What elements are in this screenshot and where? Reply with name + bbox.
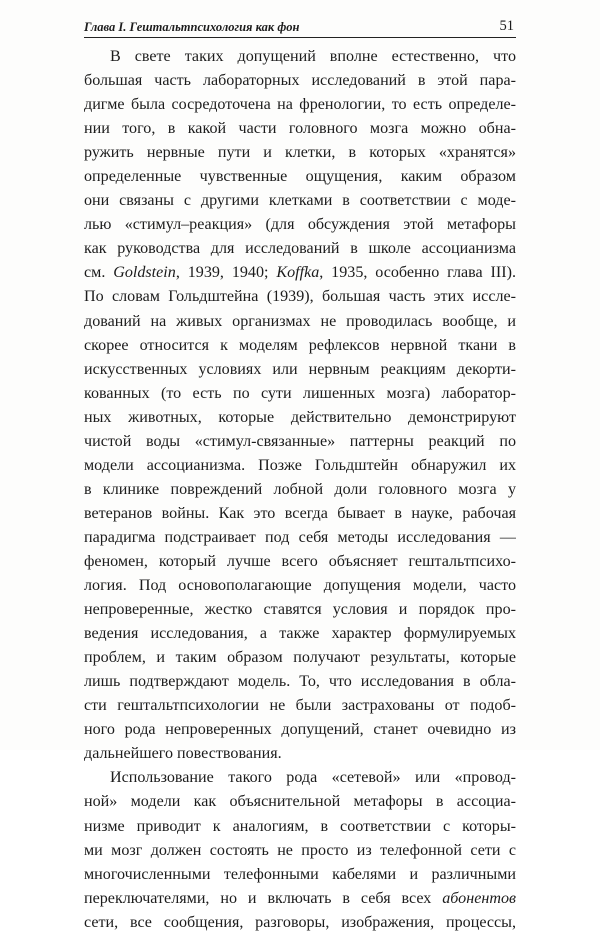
text-line bbox=[84, 310, 516, 334]
text-line bbox=[84, 45, 516, 69]
text-line bbox=[84, 911, 516, 935]
text-line bbox=[84, 141, 516, 165]
text-segment: большая часть лабораторных исследований в этой пара- bbox=[84, 72, 516, 90]
text-segment: ветеранов войны. Как это всегда бывает в науке, рабочая bbox=[84, 504, 516, 522]
text-line bbox=[84, 550, 516, 574]
text-line bbox=[84, 694, 516, 718]
text-segment: феномен, который лучше всего объясняет гештальтпсихо- bbox=[84, 552, 516, 570]
text-line bbox=[84, 766, 516, 790]
text-line bbox=[84, 165, 516, 189]
text-segment: В свете таких допущений вполне естественно, что bbox=[110, 48, 516, 65]
body-text bbox=[84, 45, 516, 935]
text-segment: дальнейшего повествования. bbox=[84, 745, 282, 763]
text-segment: проблем, и таким образом получают результаты, которые bbox=[84, 649, 516, 667]
text-line bbox=[84, 358, 516, 382]
text-line bbox=[84, 382, 516, 406]
text-segment: , 1935, особенно глава III). bbox=[319, 264, 516, 282]
text-segment: многочисленными телефонными кабелями и различными bbox=[84, 865, 516, 883]
text-line bbox=[84, 887, 516, 911]
text-line bbox=[84, 574, 516, 598]
text-line bbox=[84, 117, 516, 141]
text-segment: По словам Гольдштейна (1939), большая часть этих иссле- bbox=[84, 288, 516, 306]
text-line bbox=[84, 478, 516, 502]
text-line bbox=[84, 622, 516, 646]
text-line bbox=[84, 261, 516, 285]
text-line bbox=[84, 839, 516, 863]
text-segment: в клинике повреждений лобной доли головного мозга у bbox=[84, 480, 516, 498]
text-line bbox=[84, 454, 516, 478]
text-segment: скорее относится к моделям рефлексов нервной ткани в bbox=[84, 336, 516, 354]
text-segment: ных животных, которые действительно демонстрируют bbox=[84, 408, 516, 426]
text-line bbox=[84, 526, 516, 550]
text-segment: модели ассоцианизма. Позже Гольдштейн обнаружил их bbox=[84, 456, 516, 474]
text-segment: определенные чувственные ощущения, каким образом bbox=[84, 168, 516, 186]
text-line bbox=[84, 718, 516, 742]
text-segment: непроверенные, жестко ставятся условия и порядок про- bbox=[84, 601, 516, 619]
text-segment: лишь подтверждают модель. То, что исследования в обла- bbox=[84, 673, 516, 691]
text-line bbox=[84, 670, 516, 694]
text-segment: лью «стимул–реакция» (для обсуждения этой метафоры bbox=[84, 216, 516, 234]
text-segment: чистой воды «стимул-связанные» паттерны реакций по bbox=[84, 432, 516, 450]
text-line bbox=[84, 189, 516, 213]
text-segment: логия. Под основополагающие допущения модели, часто bbox=[84, 577, 516, 595]
text-line bbox=[84, 863, 516, 887]
text-segment: искусственных условиях или нервным реакциям декорти- bbox=[84, 360, 516, 378]
text-line bbox=[84, 334, 516, 358]
text-segment: дований на живых организмах не проводилась вообще, и bbox=[84, 312, 516, 330]
text-line bbox=[84, 742, 516, 766]
italic-text: Koffka bbox=[276, 264, 320, 282]
text-line bbox=[84, 406, 516, 430]
text-line bbox=[84, 502, 516, 526]
text-segment: ной» модели как объяснительной метафоры в ассоциа- bbox=[84, 793, 516, 811]
text-segment: ми мозг должен состоять не просто из телефонной сети с bbox=[84, 841, 516, 859]
running-header bbox=[84, 13, 516, 38]
text-line bbox=[84, 93, 516, 117]
italic-text: Goldstein bbox=[113, 264, 176, 282]
text-segment: см. bbox=[84, 264, 114, 282]
text-segment: нии того, в какой части головного мозга можно обна- bbox=[84, 120, 516, 138]
text-line bbox=[84, 237, 516, 261]
text-segment: низме приводит к аналогиям, в соответствии с которы- bbox=[84, 817, 516, 835]
text-segment: сети, все сообщения, разговоры, изображения, процессы, bbox=[84, 913, 516, 931]
text-line bbox=[84, 598, 516, 622]
text-segment: парадигма подстраивает под себя методы исследования — bbox=[84, 528, 516, 546]
text-line bbox=[84, 430, 516, 454]
text-segment: ружить нервные пути и клетки, в которых «хранятся» bbox=[84, 144, 516, 162]
text-segment: они связаны с другими клетками в соответствии с моде- bbox=[84, 192, 516, 210]
text-line bbox=[84, 285, 516, 309]
text-segment: переключателями, но и включать в себя всех bbox=[84, 889, 443, 907]
text-line bbox=[84, 646, 516, 670]
text-segment: ведения исследования, а также характер формулируемых bbox=[84, 625, 516, 643]
text-segment: ного рода непроверенных допущений, станет очевидно из bbox=[84, 721, 516, 739]
text-line bbox=[84, 790, 516, 814]
italic-text: абонентов bbox=[442, 889, 516, 907]
text-segment: как руководства для исследований в школе ассоцианизма bbox=[84, 240, 516, 258]
text-segment: кованных (то есть по сути лишенных мозга) лаборатор- bbox=[84, 384, 516, 402]
text-line bbox=[84, 815, 516, 839]
running-title: Глава I. Гештальтпсихология как фон bbox=[84, 20, 300, 34]
text-segment: сти гештальтпсихологии не были застрахованы от подоб- bbox=[84, 697, 516, 715]
text-segment: , 1939, 1940; bbox=[175, 264, 277, 282]
text-line bbox=[84, 213, 516, 237]
text-segment: Использование такого рода «сетевой» или «провод- bbox=[110, 769, 516, 787]
page-number: 51 bbox=[499, 18, 514, 34]
text-segment: дигме была сосредоточена на френологии, то есть определе- bbox=[84, 96, 516, 114]
text-line bbox=[84, 69, 516, 93]
